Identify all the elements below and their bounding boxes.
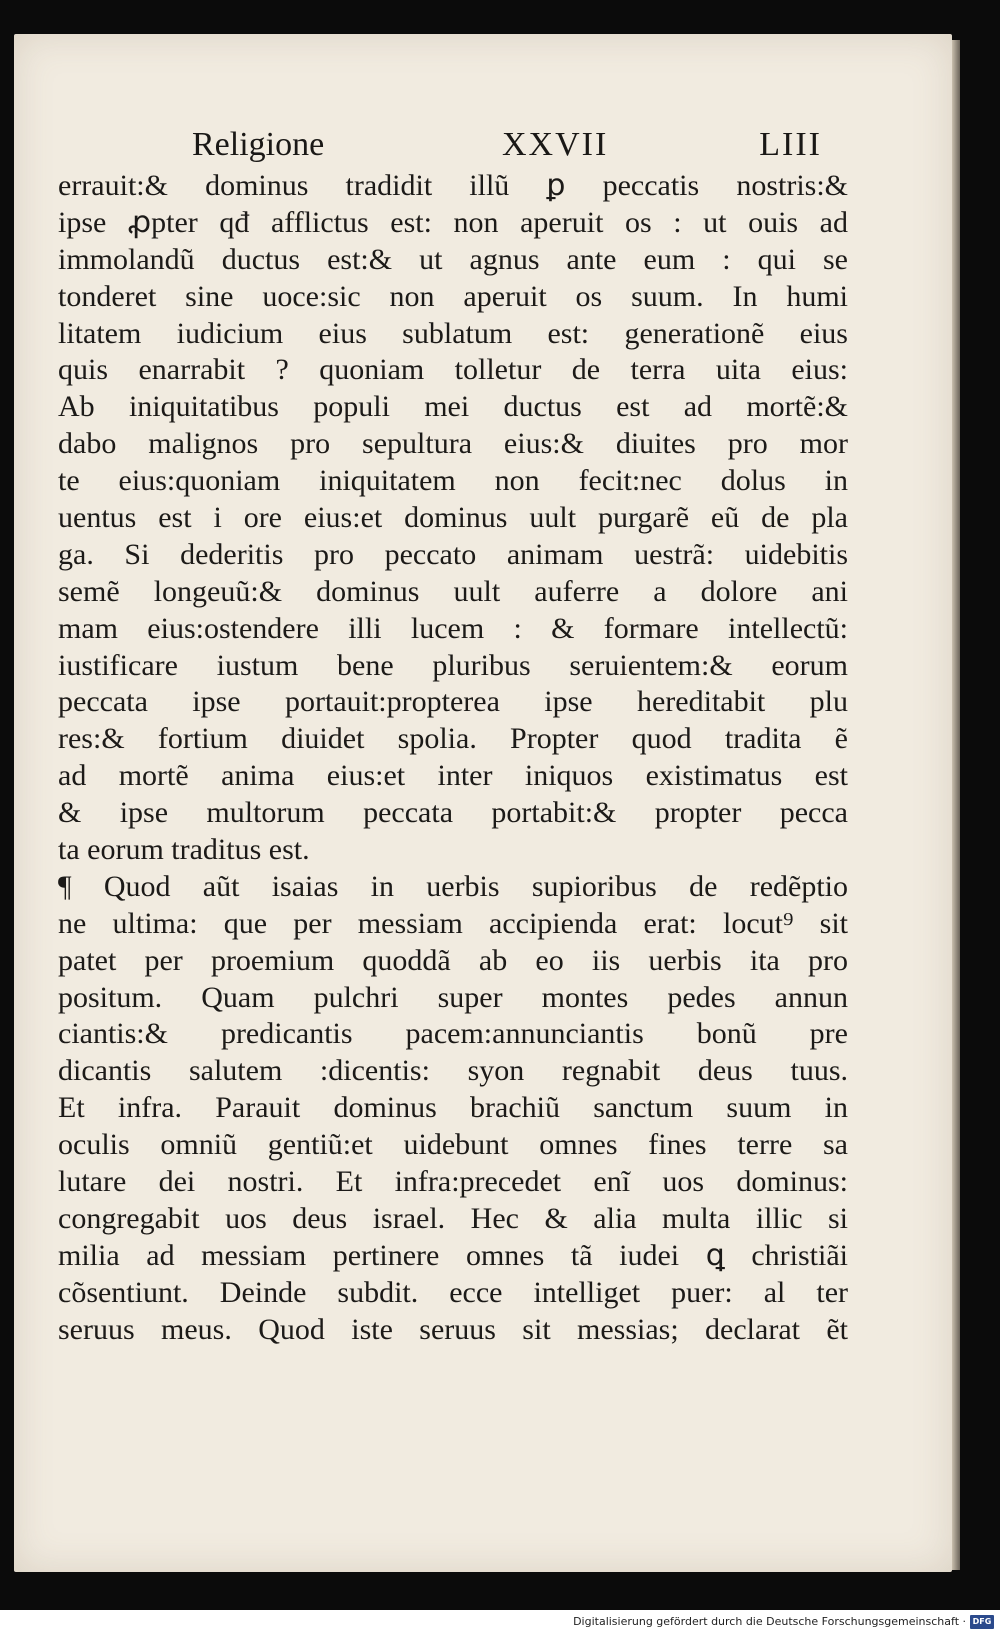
dfg-logo: DFG — [970, 1615, 994, 1629]
text-line: immolandũ ductus est:& ut agnus ante eum : qui se — [58, 242, 848, 276]
text-line: errauit:& dominus tradidit illũ ꝑ peccatis nostris:& — [58, 169, 848, 202]
text-line: ad mortẽ anima eius:et inter iniquos existimatus est — [58, 759, 848, 793]
digitization-footer — [0, 1610, 1000, 1636]
text-line: lutare dei nostri. Et infra:precedet enĩ uos dominus: — [58, 1165, 848, 1199]
text-line: quis enarrabit ? quoniam tolletur de terra uita eius: — [58, 353, 848, 387]
funding-credit: Digitalisierung gefördert durch die Deutsche Forschungsgemeinschaft · — [573, 1615, 966, 1628]
text-line: patet per proemium quoddã ab eo iis uerbis ita pro — [58, 943, 848, 977]
text-line: uentus est i ore eius:et dominus uult purgarẽ eũ de pla — [58, 501, 848, 535]
text-line: res:& fortium diuidet spolia. Propter quod tradita ẽ — [58, 722, 848, 756]
text-line: te eius:quoniam iniquitatem non fecit:nec dolus in — [58, 464, 848, 498]
text-line: ga. Si dederitis pro peccato animam uestrã: uidebitis — [58, 537, 848, 571]
body-text — [58, 168, 848, 1349]
book-page — [14, 34, 952, 1572]
text-line: positum. Quam pulchri super montes pedes annun — [58, 980, 848, 1014]
text-line: congregabit uos deus israel. Hec & alia multa illic si — [58, 1201, 848, 1235]
header-folio-number: LIII — [759, 126, 822, 163]
text-line: seruus meus. Quod iste seruus sit messias; declarat ẽt — [58, 1312, 848, 1346]
text-line: dabo malignos pro sepultura eius:& diuites pro mor — [58, 427, 848, 461]
text-line: ne ultima: que per messiam accipienda erat: locut⁹ sit — [58, 906, 848, 940]
text-line: peccata ipse portauit:propterea ipse hereditabit plu — [58, 685, 848, 719]
text-line: mam eius:ostendere illi lucem : & formare intellectũ: — [58, 611, 848, 645]
text-line: semẽ longeuũ:& dominus uult auferre a dolore ani — [58, 574, 848, 608]
text-line: & ipse multorum peccata portabit:& propter pecca — [58, 796, 848, 830]
text-line: tonderet sine uoce:sic non aperuit os suum. In humi — [58, 279, 848, 313]
running-header — [192, 126, 822, 170]
text-line: iustificare iustum bene pluribus seruientem:& eorum — [58, 648, 848, 682]
text-line: ta eorum traditus est. — [58, 833, 310, 867]
header-chapter-number: XXVII — [502, 126, 609, 163]
text-line: Ab iniquitatibus populi mei ductus est ad mortẽ:& — [58, 390, 848, 424]
text-line: litatem iudicium eius sublatum est: generationẽ eius — [58, 316, 848, 350]
text-line: ¶ Quod aũt isaias in uerbis supioribus de redẽptio — [58, 869, 848, 903]
text-line: oculis omniũ gentiũ:et uidebunt omnes fines terre sa — [58, 1128, 848, 1162]
text-line: Et infra. Parauit dominus brachiũ sanctum suum in — [58, 1091, 848, 1125]
text-line: dicantis salutem :dicentis: syon regnabit deus tuus. — [58, 1054, 848, 1088]
header-title: Religione — [192, 126, 325, 163]
page-edge — [952, 40, 960, 1570]
text-line: ciantis:& predicantis pacem:annunciantis bonũ pre — [58, 1017, 848, 1051]
text-line: ipse ꝓpter qđ afflictus est: non aperuit os : ut ouis ad — [58, 205, 848, 239]
text-line: milia ad messiam pertinere omnes tã iudei ꝗ christiãi — [58, 1238, 848, 1272]
text-line: cõsentiunt. Deinde subdit. ecce intelliget puer: al ter — [58, 1275, 848, 1309]
